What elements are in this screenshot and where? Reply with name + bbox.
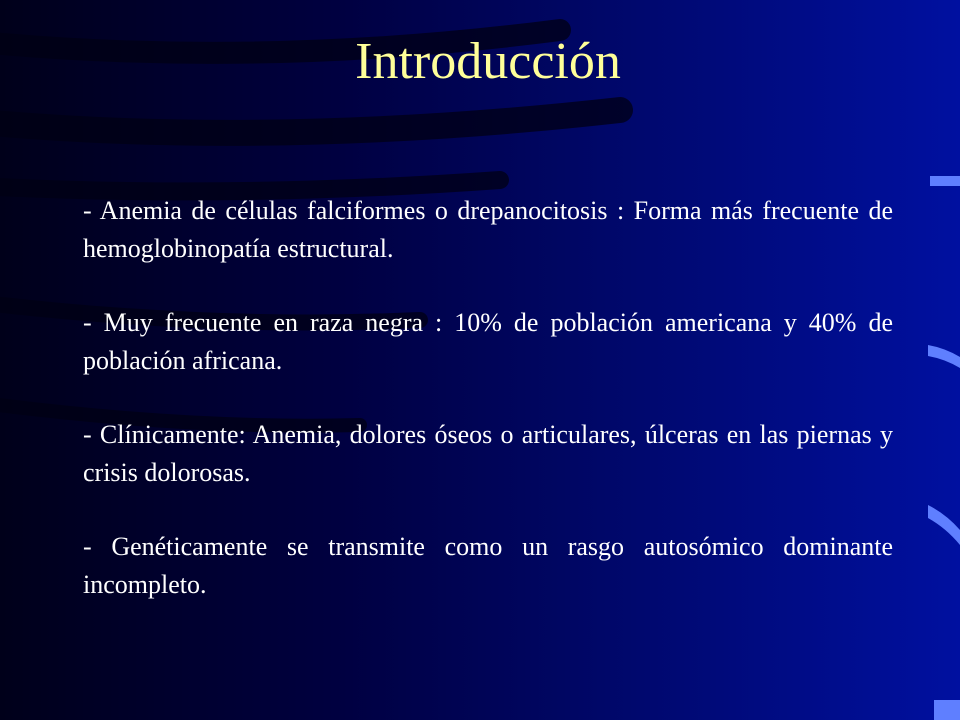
- bullet-item: - Genéticamente se transmite como un rasgo autosómico dominante incompleto.: [83, 532, 893, 599]
- bullet-item: - Anemia de células falciformes o drepanocitosis : Forma más frecuente de hemoglobinopatía estructural.: [83, 196, 893, 263]
- bullet-item: - Muy frecuente en raza negra : 10% de población americana y 40% de población africana.: [83, 308, 893, 375]
- bullet-item: - Clínicamente: Anemia, dolores óseos o articulares, úlceras en las piernas y crisis dolorosas.: [83, 420, 893, 487]
- background-streak: [0, 180, 500, 191]
- accent-mark: [930, 176, 960, 186]
- bullet-list: [83, 192, 893, 640]
- accent-mark: [928, 505, 960, 545]
- background-streak: [0, 110, 620, 133]
- accent-mark: [934, 700, 960, 720]
- slide-title: Introducción: [355, 33, 621, 90]
- accent-mark: [928, 345, 960, 368]
